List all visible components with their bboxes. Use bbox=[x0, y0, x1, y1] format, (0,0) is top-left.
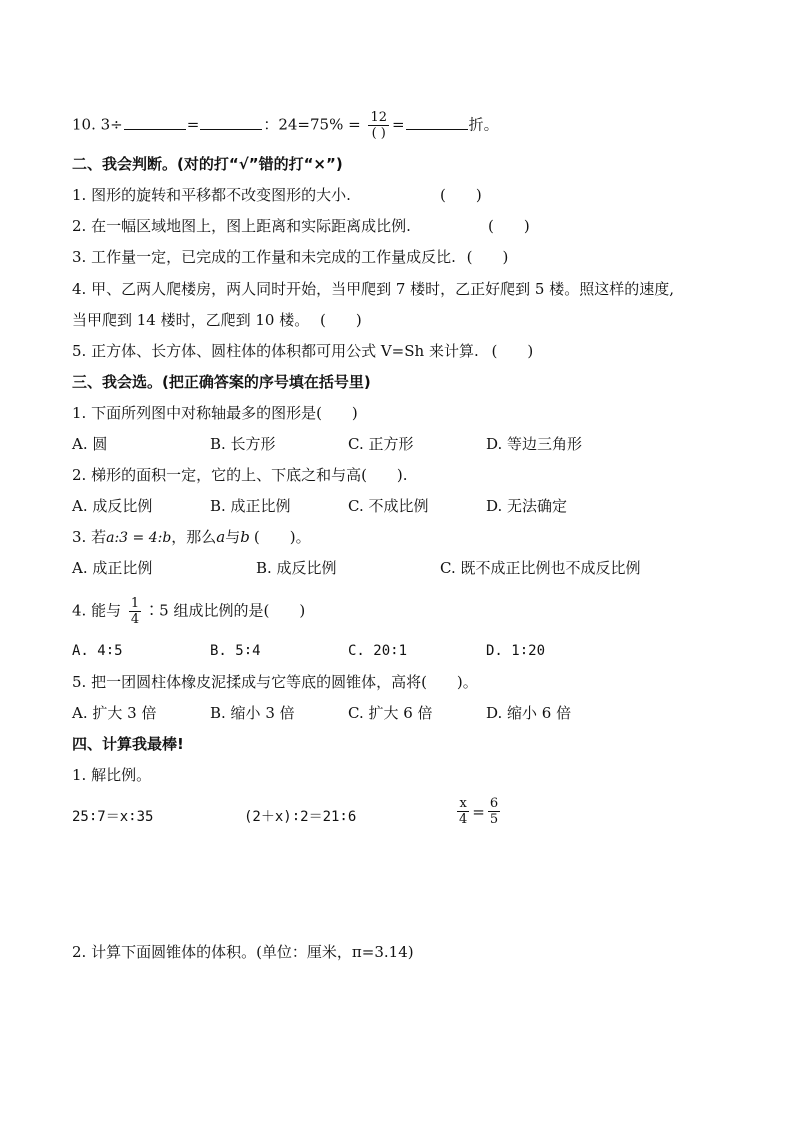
judge-item-5-text: 5. 正方体、长方体、圆柱体的体积都可用公式 V=Sh 来计算. bbox=[72, 342, 479, 360]
q10-fraction bbox=[368, 110, 389, 141]
q3-variable-b: b bbox=[240, 528, 250, 546]
section-4-title: 四、计算我最棒! bbox=[72, 735, 184, 753]
judge-item-5 bbox=[72, 340, 533, 362]
q4-fraction-numerator: 1 bbox=[130, 596, 140, 611]
choice-q4-option-c[interactable]: C. 20∶1 bbox=[348, 643, 408, 659]
question-10 bbox=[72, 110, 499, 141]
judge-item-3-text: 3. 工作量一定，已完成的工作量和未完成的工作量成反比. bbox=[72, 248, 456, 266]
judge-item-1-answer[interactable]: ( ) bbox=[440, 186, 482, 204]
choice-q1-option-d[interactable]: D. 等边三角形 bbox=[486, 435, 583, 453]
judge-item-4-text: 当甲爬到 14 楼时，乙爬到 10 楼。 bbox=[72, 311, 310, 329]
eq3-right-denominator: 5 bbox=[489, 812, 499, 827]
choice-q3-stem bbox=[72, 526, 311, 549]
q10-suffix: 折。 bbox=[468, 115, 499, 134]
eq3-right-fraction bbox=[488, 796, 500, 827]
answer-blank-3[interactable] bbox=[406, 115, 468, 130]
answer-blank-2[interactable] bbox=[200, 115, 262, 130]
choice-q1-option-b[interactable]: B. 长方形 bbox=[210, 435, 276, 453]
judge-item-1-text: 1. 图形的旋转和平移都不改变图形的大小. bbox=[72, 186, 351, 204]
judge-item-4-line-1: 4. 甲、乙两人爬楼房，两人同时开始，当甲爬到 7 楼时，乙正好爬到 5 楼。照这样的速度, bbox=[72, 280, 675, 298]
judge-item-1 bbox=[72, 184, 482, 206]
judge-item-3-answer[interactable]: ( ) bbox=[466, 248, 509, 266]
choice-q5-option-a[interactable]: A. 扩大 3 倍 bbox=[72, 704, 157, 722]
choice-q5-stem: 5. 把一团圆柱体橡皮泥揉成与它等底的圆锥体，高将( )。 bbox=[72, 673, 478, 691]
choice-q4-stem bbox=[72, 596, 305, 627]
choice-q2-option-c[interactable]: C. 不成比例 bbox=[348, 497, 429, 515]
choice-q4-option-a[interactable]: A. 4∶5 bbox=[72, 643, 123, 659]
q4-fraction bbox=[129, 596, 141, 627]
choice-q4-option-b[interactable]: B. 5∶4 bbox=[210, 643, 261, 659]
judge-item-4-line-2 bbox=[72, 309, 362, 331]
eq3-left-numerator: x bbox=[459, 796, 467, 811]
section-2-title: 二、我会判断。(对的打“√”错的打“×”) bbox=[72, 155, 343, 173]
q10-prefix: 10. 3÷ bbox=[72, 115, 123, 134]
choice-q2-stem: 2. 梯形的面积一定，它的上、下底之和与高( ). bbox=[72, 466, 408, 484]
q3-stem-part-3: 与 bbox=[225, 528, 241, 546]
choice-q3-option-a[interactable]: A. 成正比例 bbox=[72, 559, 153, 577]
q3-ratio-expression: a:3 = 4:b bbox=[106, 530, 172, 546]
answer-blank-1[interactable] bbox=[124, 115, 186, 130]
proportion-equation-2: (2＋x)∶2＝21∶6 bbox=[244, 809, 357, 825]
choice-q5-option-d[interactable]: D. 缩小 6 倍 bbox=[486, 704, 572, 722]
choice-q2-option-b[interactable]: B. 成正比例 bbox=[210, 497, 291, 515]
judge-item-2 bbox=[72, 215, 530, 237]
judge-item-2-answer[interactable]: ( ) bbox=[488, 217, 530, 235]
q3-variable-a: a bbox=[216, 528, 226, 546]
eq3-equals: = bbox=[472, 802, 485, 821]
calc-sub-2: 2. 计算下面圆锥体的体积。(单位：厘米，π=3.14) bbox=[72, 943, 414, 961]
proportion-equation-1: 25∶7＝x∶35 bbox=[72, 809, 154, 825]
q3-stem-part-4: ( )。 bbox=[253, 528, 311, 546]
choice-q2-option-a[interactable]: A. 成反比例 bbox=[72, 497, 153, 515]
q10-fraction-numerator: 12 bbox=[370, 110, 387, 125]
choice-q3-option-b[interactable]: B. 成反比例 bbox=[256, 559, 337, 577]
choice-q5-option-b[interactable]: B. 缩小 3 倍 bbox=[210, 704, 295, 722]
eq3-left-denominator: 4 bbox=[459, 812, 468, 827]
section-3-title: 三、我会选。(把正确答案的序号填在括号里) bbox=[72, 373, 371, 391]
choice-q3-option-c[interactable]: C. 既不成正比例也不成反比例 bbox=[440, 559, 641, 577]
q4-stem-part-1: 4. 能与 bbox=[72, 601, 122, 620]
eq3-right-numerator: 6 bbox=[489, 796, 499, 811]
q4-stem-part-2: ∶5 组成比例的是( ) bbox=[144, 601, 306, 620]
q10-equals-2: = bbox=[392, 115, 405, 134]
choice-q1-option-a[interactable]: A. 圆 bbox=[72, 435, 108, 453]
calc-sub-1: 1. 解比例。 bbox=[72, 766, 152, 784]
judge-item-5-answer[interactable]: ( ) bbox=[491, 342, 534, 360]
eq3-left-fraction bbox=[457, 796, 469, 827]
q3-stem-part-1: 3. 若 bbox=[72, 528, 107, 546]
choice-q1-option-c[interactable]: C. 正方形 bbox=[348, 435, 414, 453]
q4-fraction-denominator: 4 bbox=[130, 612, 140, 627]
q10-fraction-denominator[interactable]: ( ) bbox=[371, 126, 386, 141]
judge-item-3 bbox=[72, 246, 508, 268]
choice-q2-option-d[interactable]: D. 无法确定 bbox=[486, 497, 568, 515]
q10-equals-1: = bbox=[186, 115, 200, 134]
judge-item-2-text: 2. 在一幅区域地图上，图上距离和实际距离成比例. bbox=[72, 217, 411, 235]
q3-stem-part-2: ，那么 bbox=[171, 528, 217, 546]
proportion-equation-3 bbox=[454, 796, 503, 827]
choice-q5-option-c[interactable]: C. 扩大 6 倍 bbox=[348, 704, 433, 722]
judge-item-4-answer[interactable]: ( ) bbox=[320, 311, 362, 329]
q10-middle: ：24=75% = bbox=[263, 115, 361, 134]
choice-q1-stem: 1. 下面所列图中对称轴最多的图形是( ) bbox=[72, 404, 358, 422]
choice-q4-option-d[interactable]: D. 1∶20 bbox=[486, 643, 546, 659]
